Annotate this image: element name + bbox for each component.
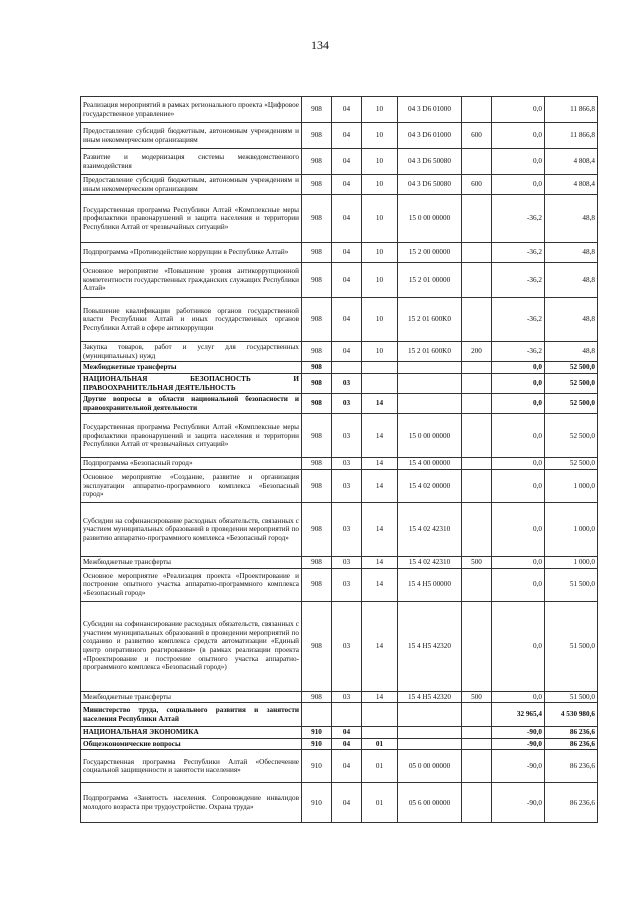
ministry-code: 908 [302, 123, 332, 149]
target-article: 15 4 H5 42320 [398, 691, 462, 703]
subsection-code: 10 [362, 195, 398, 243]
row-name: Межбюджетные трансферты [81, 362, 302, 374]
expense-type: 600 [462, 175, 492, 195]
section-code: 04 [332, 738, 362, 750]
subsection-code: 10 [362, 175, 398, 195]
target-article: 15 4 02 42310 [398, 556, 462, 568]
table-row [81, 568, 598, 601]
row-name: НАЦИОНАЛЬНАЯ ЭКОНОМИКА [81, 727, 302, 739]
target-article: 04 3 D6 50080 [398, 149, 462, 175]
target-article [398, 727, 462, 739]
table-row [81, 97, 598, 123]
target-article: 15 4 H5 42320 [398, 601, 462, 691]
change-amount: 0,0 [492, 414, 545, 458]
expense-type [462, 149, 492, 175]
section-code: 04 [332, 195, 362, 243]
target-article: 04 3 D6 01000 [398, 123, 462, 149]
row-name: Основное мероприятие «Создание, развитие и организация эксплуатации аппаратно-программного комплекса «Безопасный город» [81, 469, 302, 502]
change-amount: 0,0 [492, 123, 545, 149]
section-code: 03 [332, 556, 362, 568]
target-article [398, 738, 462, 750]
target-article [398, 373, 462, 393]
row-name: Государственная программа Республики Алтай «Комплексные меры профилактики правонарушений и защита населения и территории Республики Алтай от чрезвычайных ситуаций» [81, 414, 302, 458]
row-name: Закупка товаров, работ и услуг для государственных (муниципальных) нужд [81, 342, 302, 362]
section-code: 03 [332, 502, 362, 556]
ministry-code: 910 [302, 727, 332, 739]
ministry-code: 908 [302, 263, 332, 298]
expense-type [462, 727, 492, 739]
table-row [81, 750, 598, 783]
expense-type [462, 298, 492, 342]
expense-type [462, 394, 492, 414]
subsection-code [362, 362, 398, 374]
target-article: 04 3 D6 01000 [398, 97, 462, 123]
page-number: 134 [311, 38, 329, 52]
target-article: 15 2 00 00000 [398, 243, 462, 263]
total-amount: 4 808,4 [545, 175, 598, 195]
change-amount: 0,0 [492, 149, 545, 175]
subsection-code: 10 [362, 97, 398, 123]
table-row [81, 298, 598, 342]
expense-type [462, 243, 492, 263]
change-amount: -36,2 [492, 342, 545, 362]
total-amount: 52 500,0 [545, 458, 598, 470]
table-row [81, 502, 598, 556]
target-article: 15 0 00 00000 [398, 195, 462, 243]
ministry-code: 908 [302, 175, 332, 195]
subsection-code: 10 [362, 298, 398, 342]
row-name: Предоставление субсидий бюджетным, автономным учреждениям и иным некоммерческим организациям [81, 123, 302, 149]
table-row [81, 123, 598, 149]
section-code [332, 703, 362, 727]
expense-type: 500 [462, 556, 492, 568]
change-amount: -36,2 [492, 298, 545, 342]
total-amount: 86 236,6 [545, 727, 598, 739]
ministry-code: 908 [302, 97, 332, 123]
target-article: 04 3 D6 50080 [398, 175, 462, 195]
total-amount: 48,8 [545, 298, 598, 342]
section-code: 03 [332, 373, 362, 393]
table-row [81, 783, 598, 823]
row-name: Реализация мероприятий в рамках регионального проекта «Цифровое государственное управление» [81, 97, 302, 123]
ministry-code: 908 [302, 568, 332, 601]
section-code: 03 [332, 601, 362, 691]
change-amount: -90,0 [492, 738, 545, 750]
subsection-code: 14 [362, 568, 398, 601]
change-amount: 0,0 [492, 502, 545, 556]
ministry-code: 908 [302, 362, 332, 374]
section-code: 04 [332, 727, 362, 739]
section-code: 03 [332, 458, 362, 470]
total-amount: 48,8 [545, 243, 598, 263]
ministry-code [302, 703, 332, 727]
total-amount: 51 500,0 [545, 601, 598, 691]
budget-table-body [81, 97, 598, 823]
target-article: 15 4 02 00000 [398, 469, 462, 502]
total-amount: 52 500,0 [545, 373, 598, 393]
total-amount: 86 236,6 [545, 783, 598, 823]
target-article: 05 6 00 00000 [398, 783, 462, 823]
change-amount: 32 965,4 [492, 703, 545, 727]
total-amount: 11 866,8 [545, 97, 598, 123]
table-row [81, 243, 598, 263]
total-amount: 52 500,0 [545, 394, 598, 414]
subsection-code: 14 [362, 556, 398, 568]
row-name: Межбюджетные трансферты [81, 556, 302, 568]
table-row [81, 362, 598, 374]
row-name: Межбюджетные трансферты [81, 691, 302, 703]
ministry-code: 908 [302, 394, 332, 414]
expense-type [462, 373, 492, 393]
subsection-code: 01 [362, 783, 398, 823]
row-name: Министерство труда, социального развития и занятости населения Республики Алтай [81, 703, 302, 727]
subsection-code: 10 [362, 342, 398, 362]
section-code: 03 [332, 691, 362, 703]
table-row [81, 469, 598, 502]
expense-type [462, 703, 492, 727]
row-name: Государственная программа Республики Алтай «Комплексные меры профилактики правонарушений и защита населения и территории Республики Алтай от чрезвычайных ситуаций» [81, 195, 302, 243]
table-row [81, 149, 598, 175]
total-amount: 4 808,4 [545, 149, 598, 175]
expense-type [462, 263, 492, 298]
table-row [81, 414, 598, 458]
total-amount: 52 500,0 [545, 414, 598, 458]
section-code: 03 [332, 469, 362, 502]
change-amount: 0,0 [492, 362, 545, 374]
ministry-code: 908 [302, 243, 332, 263]
ministry-code: 908 [302, 414, 332, 458]
total-amount: 1 000,0 [545, 469, 598, 502]
change-amount: -90,0 [492, 727, 545, 739]
target-article: 05 0 00 00000 [398, 750, 462, 783]
table-row [81, 394, 598, 414]
row-name: Подпрограмма «Безопасный город» [81, 458, 302, 470]
section-code: 04 [332, 342, 362, 362]
subsection-code: 14 [362, 502, 398, 556]
ministry-code: 908 [302, 342, 332, 362]
expense-type: 500 [462, 691, 492, 703]
ministry-code: 908 [302, 195, 332, 243]
subsection-code: 14 [362, 394, 398, 414]
total-amount: 48,8 [545, 263, 598, 298]
expense-type: 600 [462, 123, 492, 149]
change-amount: 0,0 [492, 556, 545, 568]
total-amount: 1 000,0 [545, 502, 598, 556]
row-name: Основное мероприятие «Реализация проекта «Проектирование и построение опытного участка аппаратно-программного комплекса «Безопасный город» [81, 568, 302, 601]
expense-type [462, 469, 492, 502]
subsection-code: 14 [362, 458, 398, 470]
subsection-code: 14 [362, 601, 398, 691]
ministry-code: 908 [302, 469, 332, 502]
expense-type [462, 362, 492, 374]
total-amount: 86 236,6 [545, 750, 598, 783]
total-amount: 86 236,6 [545, 738, 598, 750]
target-article: 15 2 01 600K0 [398, 298, 462, 342]
change-amount: 0,0 [492, 691, 545, 703]
table-row [81, 691, 598, 703]
row-name: Предоставление субсидий бюджетным, автономным учреждениям и иным некоммерческим организациям [81, 175, 302, 195]
table-row [81, 703, 598, 727]
table-row [81, 195, 598, 243]
total-amount: 52 500,0 [545, 362, 598, 374]
subsection-code: 10 [362, 123, 398, 149]
section-code: 03 [332, 394, 362, 414]
subsection-code [362, 727, 398, 739]
change-amount: -90,0 [492, 750, 545, 783]
subsection-code: 14 [362, 691, 398, 703]
section-code: 04 [332, 149, 362, 175]
table-row [81, 738, 598, 750]
section-code: 04 [332, 298, 362, 342]
change-amount: 0,0 [492, 373, 545, 393]
ministry-code: 908 [302, 691, 332, 703]
subsection-code: 01 [362, 750, 398, 783]
change-amount: -36,2 [492, 263, 545, 298]
ministry-code: 908 [302, 556, 332, 568]
row-name: Государственная программа Республики Алтай «Обеспечение социальной защищенности и занятости населения» [81, 750, 302, 783]
total-amount: 1 000,0 [545, 556, 598, 568]
ministry-code: 908 [302, 601, 332, 691]
change-amount: 0,0 [492, 601, 545, 691]
ministry-code: 910 [302, 738, 332, 750]
table-row [81, 342, 598, 362]
total-amount: 11 866,8 [545, 123, 598, 149]
table-row [81, 727, 598, 739]
total-amount: 51 500,0 [545, 691, 598, 703]
expense-type: 200 [462, 342, 492, 362]
row-name: Общеэкономические вопросы [81, 738, 302, 750]
subsection-code [362, 373, 398, 393]
change-amount: 0,0 [492, 175, 545, 195]
table-row [81, 263, 598, 298]
row-name: Основное мероприятие «Повышение уровня антикоррупционной компетентности государственных гражданских служащих Республики Алтай» [81, 263, 302, 298]
ministry-code: 908 [302, 149, 332, 175]
section-code: 03 [332, 568, 362, 601]
expense-type [462, 502, 492, 556]
ministry-code: 908 [302, 502, 332, 556]
expense-type [462, 568, 492, 601]
change-amount: -36,2 [492, 243, 545, 263]
table-row [81, 373, 598, 393]
section-code: 04 [332, 783, 362, 823]
subsection-code: 14 [362, 414, 398, 458]
expense-type [462, 738, 492, 750]
total-amount: 48,8 [545, 342, 598, 362]
target-article [398, 394, 462, 414]
section-code: 04 [332, 750, 362, 783]
row-name: Субсидии на софинансирование расходных обязательств, связанных с участием муниципальных образований в проведении мероприятий по развитию аппаратно-программного комплекса «Безопасный город» [81, 502, 302, 556]
row-name: Подпрограмма «Противодействие коррупции в Республике Алтай» [81, 243, 302, 263]
expense-type [462, 750, 492, 783]
section-code: 04 [332, 123, 362, 149]
section-code [332, 362, 362, 374]
change-amount: 0,0 [492, 394, 545, 414]
row-name: НАЦИОНАЛЬНАЯ БЕЗОПАСНОСТЬ И ПРАВООХРАНИТЕЛЬНАЯ ДЕЯТЕЛЬНОСТЬ [81, 373, 302, 393]
budget-table [80, 96, 598, 823]
change-amount: -90,0 [492, 783, 545, 823]
subsection-code: 14 [362, 469, 398, 502]
ministry-code: 910 [302, 783, 332, 823]
target-article: 15 4 H5 00000 [398, 568, 462, 601]
row-name: Развитие и модернизация системы межведомственного взаимодействия [81, 149, 302, 175]
change-amount: -36,2 [492, 195, 545, 243]
change-amount: 0,0 [492, 568, 545, 601]
total-amount: 51 500,0 [545, 568, 598, 601]
table-row [81, 601, 598, 691]
ministry-code: 908 [302, 373, 332, 393]
subsection-code: 10 [362, 149, 398, 175]
section-code: 04 [332, 243, 362, 263]
expense-type [462, 97, 492, 123]
table-row [81, 458, 598, 470]
section-code: 03 [332, 414, 362, 458]
expense-type [462, 414, 492, 458]
target-article: 15 0 00 00000 [398, 414, 462, 458]
subsection-code: 01 [362, 738, 398, 750]
subsection-code [362, 703, 398, 727]
change-amount: 0,0 [492, 458, 545, 470]
change-amount: 0,0 [492, 97, 545, 123]
ministry-code: 908 [302, 458, 332, 470]
target-article: 15 4 02 42310 [398, 502, 462, 556]
section-code: 04 [332, 175, 362, 195]
row-name: Подпрограмма «Занятость населения. Сопровождение инвалидов молодого возраста при трудоустройстве. Охрана труда» [81, 783, 302, 823]
section-code: 04 [332, 97, 362, 123]
change-amount: 0,0 [492, 469, 545, 502]
total-amount: 4 530 980,6 [545, 703, 598, 727]
expense-type [462, 458, 492, 470]
target-article [398, 703, 462, 727]
row-name: Другие вопросы в области национальной безопасности и правоохранительной деятельности [81, 394, 302, 414]
total-amount: 48,8 [545, 195, 598, 243]
section-code: 04 [332, 263, 362, 298]
ministry-code: 910 [302, 750, 332, 783]
row-name: Субсидии на софинансирование расходных обязательств, связанных с участием муниципальных образований в проведении мероприятий по созданию и развитию комплекса средств автоматизации «Единый центр оперативного реагирования» (в рамках реализации проекта «Проектирование и построение опытного участка аппаратно-программного комплекса «Безопасный город») [81, 601, 302, 691]
target-article: 15 4 00 00000 [398, 458, 462, 470]
row-name: Повышение квалификации работников органов государственной власти Республики Алтай и иных государственных органов Республики Алтай в сфере антикоррупции [81, 298, 302, 342]
subsection-code: 10 [362, 243, 398, 263]
target-article: 15 2 01 00000 [398, 263, 462, 298]
table-row [81, 556, 598, 568]
expense-type [462, 195, 492, 243]
subsection-code: 10 [362, 263, 398, 298]
expense-type [462, 783, 492, 823]
expense-type [462, 601, 492, 691]
table-row [81, 175, 598, 195]
target-article: 15 2 01 600K0 [398, 342, 462, 362]
ministry-code: 908 [302, 298, 332, 342]
target-article [398, 362, 462, 374]
